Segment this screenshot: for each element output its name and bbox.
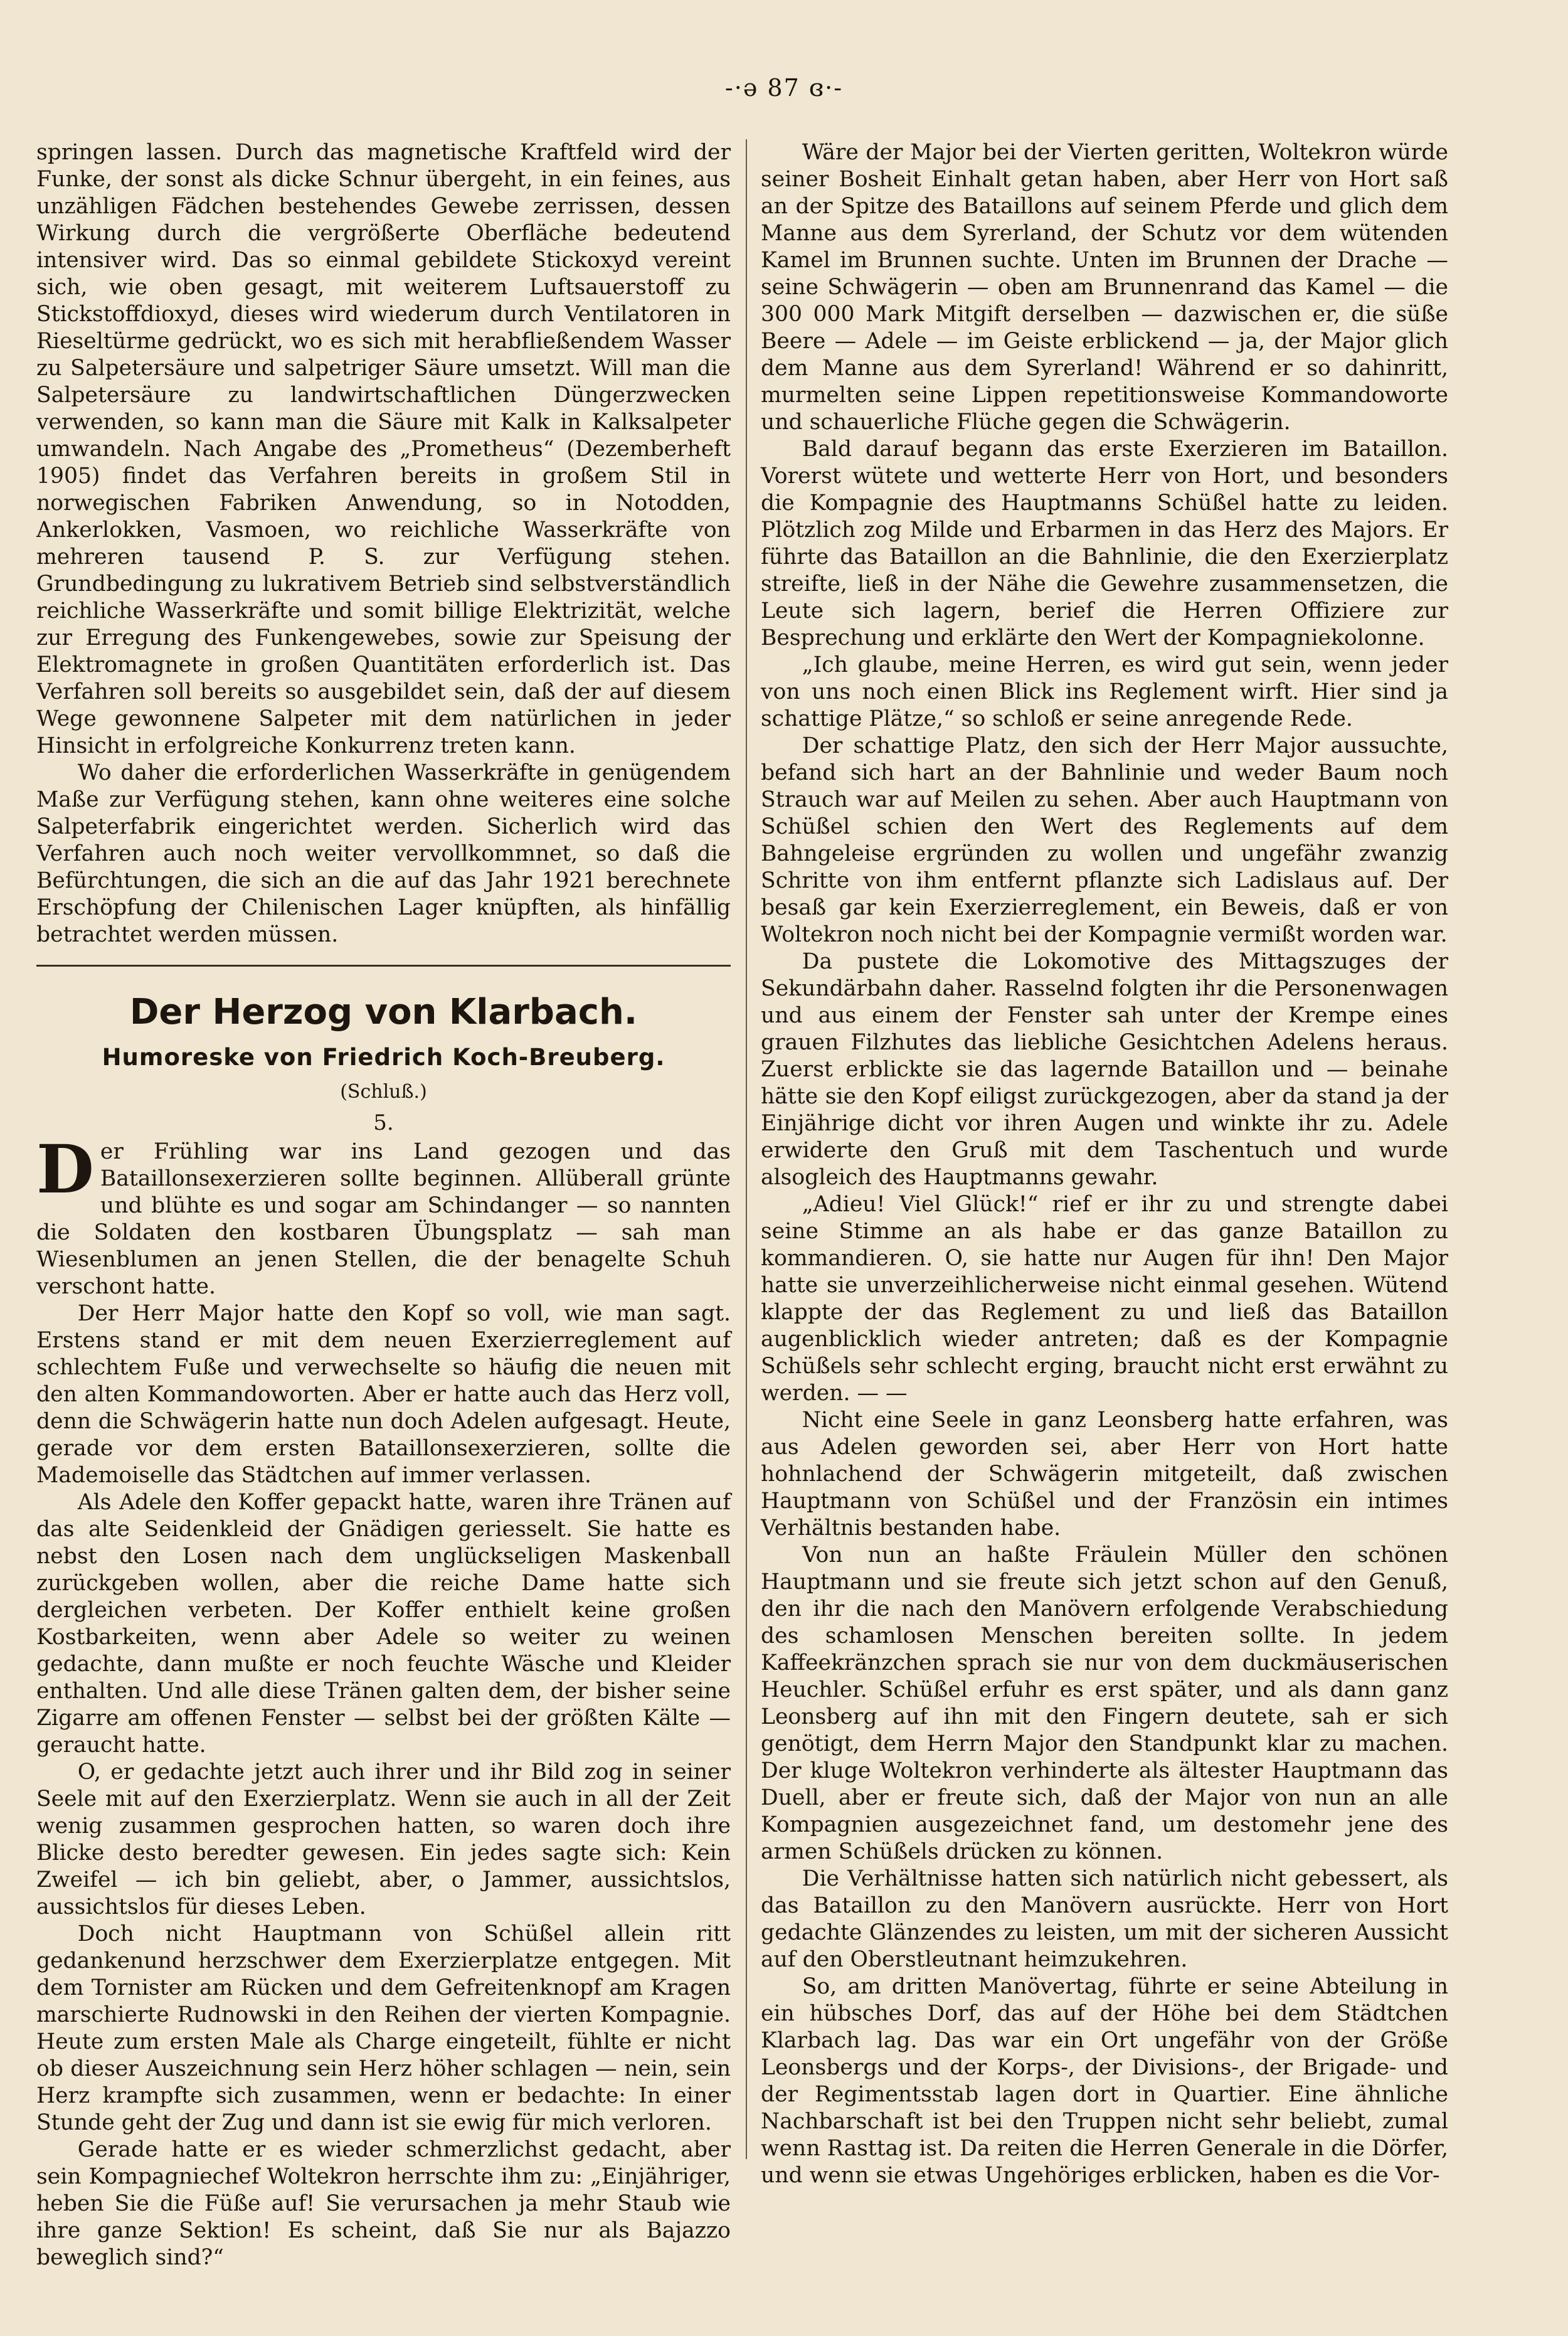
body-paragraph: Als Adele den Koffer gepackt hatte, waren ihre Tränen auf das alte Seidenkleid der Gnädigen geriesselt. Sie hatte es nebst den Losen nach dem unglückseligen Maskenball zurückgeben wollen, aber die reiche Dame hatte sich dergleichen verbeten. Der Koffer enthielt keine großen Kostbarkeiten, wenn aber Adele so weiter zu weinen gedachte, dann mußte er noch feuchte Wäsche und Kleider enthalten. Und alle diese Tränen galten dem, der bisher seine Zigarre am offenen Fenster — selbst bei der größten Kälte — geraucht hatte. [36,1490,731,1758]
body-paragraph: Gerade hatte er es wieder schmerzlichst gedacht, aber sein Kompagniechef Woltekron herrschte ihm zu: „Einjähriger, heben Sie die Füße auf! Sie verursachen ja mehr Staub wie ihre ganze Sektion! Es scheint, daß Sie nur als Bajazzo beweglich sind?“ [36,2137,731,2270]
article-subtitle: Humoreske von Friedrich Koch-Breuberg. [102,1044,665,1071]
body-paragraph: Der schattige Platz, den sich der Herr Major aussuchte, befand sich hart an der Bahnlinie und weder Baum noch Strauch war auf Meilen zu sehen. Aber auch Hauptmann von Schüßel schien den Wert des Reglements auf dem Bahngeleise ergründen zu wollen und ungefähr zwanzig Schritte von ihm entfernt pflanzte sich Ladislaus auf. Der besaß gar kein Exerzierreglement, ein Beweis, daß er von Woltekron noch nicht bei der Kompagnie vermißt worden war. [761,733,1448,947]
body-paragraph: Wäre der Major bei der Vierten geritten, Woltekron würde seiner Bosheit Einhalt getan haben, aber Herr von Hort saß an der Spitze des Bataillons auf seinem Pferde und glich dem Manne aus dem Syrerland, der Schutz vor dem wütenden Kamel im Brunnen suchte. Unten im Brunnen der Drache — seine Schwägerin — oben am Brunnenrand das Kamel — die 300 000 Mark Mitgift derselben — dazwischen er, die süße Beere — Adele — im Geiste erblickend — ja, der Major glich dem Manne aus dem Syrerland! Während er so dahinritt, murmelten seine Lippen repetitionsweise Kommandoworte und schauerliche Flüche gegen die Schwägerin. [761,140,1448,435]
first-paragraph [36,1130,731,1300]
column-divider [746,139,747,2159]
body-paragraph: „Ich glaube, meine Herren, es wird gut sein, wenn jeder von uns noch einen Blick ins Reglement wirft. Hier sind ja schattige Plätze,“ so schloß er seine anregende Rede. [761,652,1448,731]
body-paragraph: Nicht eine Seele in ganz Leonsberg hatte erfahren, was aus Adelen geworden sei, aber Herr von Hort hatte hohnlachend der Schwägerin mitgeteilt, daß zwischen Hauptmann von Schüßel und der Französin ein intimes Verhältnis bestanden habe. [761,1408,1448,1541]
chapter-number: 5. [373,1110,394,1135]
article-divider [36,965,731,967]
article-note: (Schluß.) [340,1081,427,1103]
body-paragraph: So, am dritten Manövertag, führte er seine Abteilung in ein hübsches Dorf, das auf der Höhe bei dem Städtchen Klarbach lag. Das war ein Ort ungefähr von der Größe Leonsbergs und der Korps-, der Divisions-, der Brigade- und der Regimentsstab lagen dort in Quartier. Eine ähnliche Nachbarschaft ist bei den Truppen nicht sehr beliebt, zumal wenn Rasttag ist. Da reiten die Herren Generale in die Dörfer, und wenn sie etwas Ungehöriges erblicken, haben es die Vor- [761,1974,1448,2188]
body-paragraph: Wo daher die erforderlichen Wasserkräfte in genügendem Maße zur Verfügung stehen, kann ohne weiteres eine solche Salpeterfabrik eingerichtet werden. Sicherlich wird das Verfahren auch noch weiter vervollkommnet, so daß die Befürchtungen, die sich an die auf das Jahr 1921 berechnete Erschöpfung der Chilenischen Lager knüpften, als hinfällig betrachtet werden müssen. [36,760,731,947]
body-paragraph: Bald darauf begann das erste Exerzieren im Bataillon. Vorerst wütete und wetterte Herr von Hort, und besonders die Kompagnie des Hauptmanns Schüßel hatte zu leiden. Plötzlich zog Milde und Erbarmen in das Herz des Majors. Er führte das Bataillon an die Bahnlinie, die den Exerzierplatz streifte, ließ in der Nähe die Gewehre zusammensetzen, die Leute sich lagern, berief die Herren Offiziere zur Besprechung und erklärte den Wert der Kompagniekolonne. [761,437,1448,650]
right-column [761,139,1448,2189]
first-paragraph-text: er Frühling war ins Land gezogen und das Bataillonsexerzieren sollte beginnen. Allüberall grünte und blühte es und sogar am Schindanger — so nannten die Soldaten den kostbaren Übungsplatz — sah man Wiesenblumen an jenen Stellen, die der benagelte Schuh verschont hatte. [36,1139,731,1299]
body-paragraph: Von nun an haßte Fräulein Müller den schönen Hauptmann und sie freute sich jetzt schon auf den Genuß, den ihr die nach den Manövern erfolgende Verabschiedung des schamlosen Menschen bereiten sollte. In jedem Kaffeekränzchen sprach sie nur von dem duckmäuserischen Heuchler. Schüßel erfuhr es erst später, und als dann ganz Leonsberg auf ihn mit den Fingern deutete, sah er sich genötigt, dem Herrn Major den Standpunkt klar zu machen. Der kluge Woltekron verhinderte als ältester Hauptmann das Duell, aber er freute sich, daß der Major von nun an alle Kompagnien ausgezeichnet fand, um destomehr jene des armen Schüßels drücken zu können. [761,1542,1448,1864]
page-number: -·ə 87 ɞ·- [724,74,844,102]
dropcap: D [36,1130,94,1208]
body-paragraph: „Adieu! Viel Glück!“ rief er ihr zu und strengte dabei seine Stimme an als habe er das ganze Bataillon zu kommandieren. O, sie hatte nur Augen für ihn! Den Major hatte sie unverzeihlicherweise nicht einmal gesehen. Wütend klappte der das Reglement zu und ließ das Bataillon augenblicklich wieder antreten; daß es der Kompagnie Schüßels sehr schlecht erging, braucht nicht erst erwähnt zu werden. — — [761,1192,1448,1406]
body-paragraph: Der Herr Major hatte den Kopf so voll, wie man sagt. Erstens stand er mit dem neuen Exerzierreglement auf schlechtem Fuße und verwechselte so häufig die neuen mit den alten Kommandoworten. Aber er hatte auch das Herz voll, denn die Schwägerin hatte nun doch Adelen aufgesagt. Heute, gerade vor dem ersten Bataillonsexerzieren, sollte die Mademoiselle das Städtchen auf immer verlassen. [36,1301,731,1488]
body-paragraph: Doch nicht Hauptmann von Schüßel allein ritt gedankenund herzschwer dem Exerzierplatze entgegen. Mit dem Tornister am Rücken und dem Gefreitenknopf am Kragen marschierte Rudnowski in den Reihen der vierten Kompagnie. Heute zum ersten Male als Charge eingeteilt, fühlte er nicht ob dieser Auszeichnung sein Herz höher schlagen — nein, sein Herz krampfte sich zusammen, wenn er bedachte: In einer Stunde geht der Zug und dann ist sie ewig für mich verloren. [36,1921,731,2135]
body-paragraph: springen lassen. Durch das magnetische Kraftfeld wird der Funke, der sonst als dicke Schnur übergeht, in ein feines, aus unzähligen Fädchen bestehendes Gewebe zerrissen, dessen Wirkung durch die vergrößerte Oberfläche bedeutend intensiver wird. Das so einmal gebildete Stickoxyd vereint sich, wie oben gesagt, mit weiterem Luftsauerstoff zu Stickstoffdioxyd, dieses wird wiederum durch Ventilatoren in Rieseltürme gedrückt, wo es sich mit herabfließendem Wasser zu Salpetersäure und salpetriger Säure umsetzt. Will man die Salpetersäure zu landwirtschaftlichen Düngerzwecken verwenden, so kann man die Säure mit Kalk in Kalksalpeter umwandeln. Nach Angabe des „Prometheus“ (Dezemberheft 1905) findet das Verfahren bereits in großem Stil in norwegischen Fabriken Anwendung, so in Notodden, Ankerlokken, Vasmoen, wo reichliche Wasserkräfte von mehreren tausend P. S. zur Verfügung stehen. Grundbedingung zu lukrativem Betrieb sind selbstverständlich reichliche Wasserkräfte und somit billige Elektrizität, welche zur Erregung des Funkengewebes, sowie zur Speisung der Elektromagnete in großen Quantitäten erforderlich ist. Das Verfahren soll bereits so ausgebildet sein, daß der auf diesem Wege gewonnene Salpeter mit dem natürlichen in jeder Hinsicht in erfolgreiche Konkurrenz treten kann. [36,140,731,758]
body-paragraph: Die Verhältnisse hatten sich natürlich nicht gebessert, als das Bataillon zu den Manövern ausrückte. Herr von Hort gedachte Glänzendes zu leisten, um mit der sicheren Aussicht auf den Oberstleutnant heimzukehren. [761,1866,1448,1972]
article-title: Der Herzog von Klarbach. [129,992,638,1033]
left-column [36,139,731,2271]
body-paragraph: Da pustete die Lokomotive des Mittagszuges der Sekundärbahn daher. Rasselnd folgten ihr die Personenwagen und aus einem der Fenster sah unter der Krempe eines grauen Filzhutes das liebliche Gesichtchen Adelens heraus. Zuerst erblickte sie das lagernde Bataillon und — beinahe hätte sie den Kopf eiligst zurückgezogen, aber da stand ja der Einjährige dicht vor ihren Augen und winkte ihr zu. Adele erwiderte den Gruß mit dem Taschentuch und wurde alsogleich des Hauptmanns gewahr. [761,949,1448,1190]
body-paragraph: O, er gedachte jetzt auch ihrer und ihr Bild zog in seiner Seele mit auf den Exerzierplatz. Wenn sie auch in all der Zeit wenig zusammen gesprochen hatten, so waren doch ihre Blicke desto beredter gewesen. Ein jedes sagte sich: Kein Zweifel — ich bin geliebt, aber, o Jammer, aussichtslos, aussichtslos für dieses Leben. [36,1760,731,1919]
